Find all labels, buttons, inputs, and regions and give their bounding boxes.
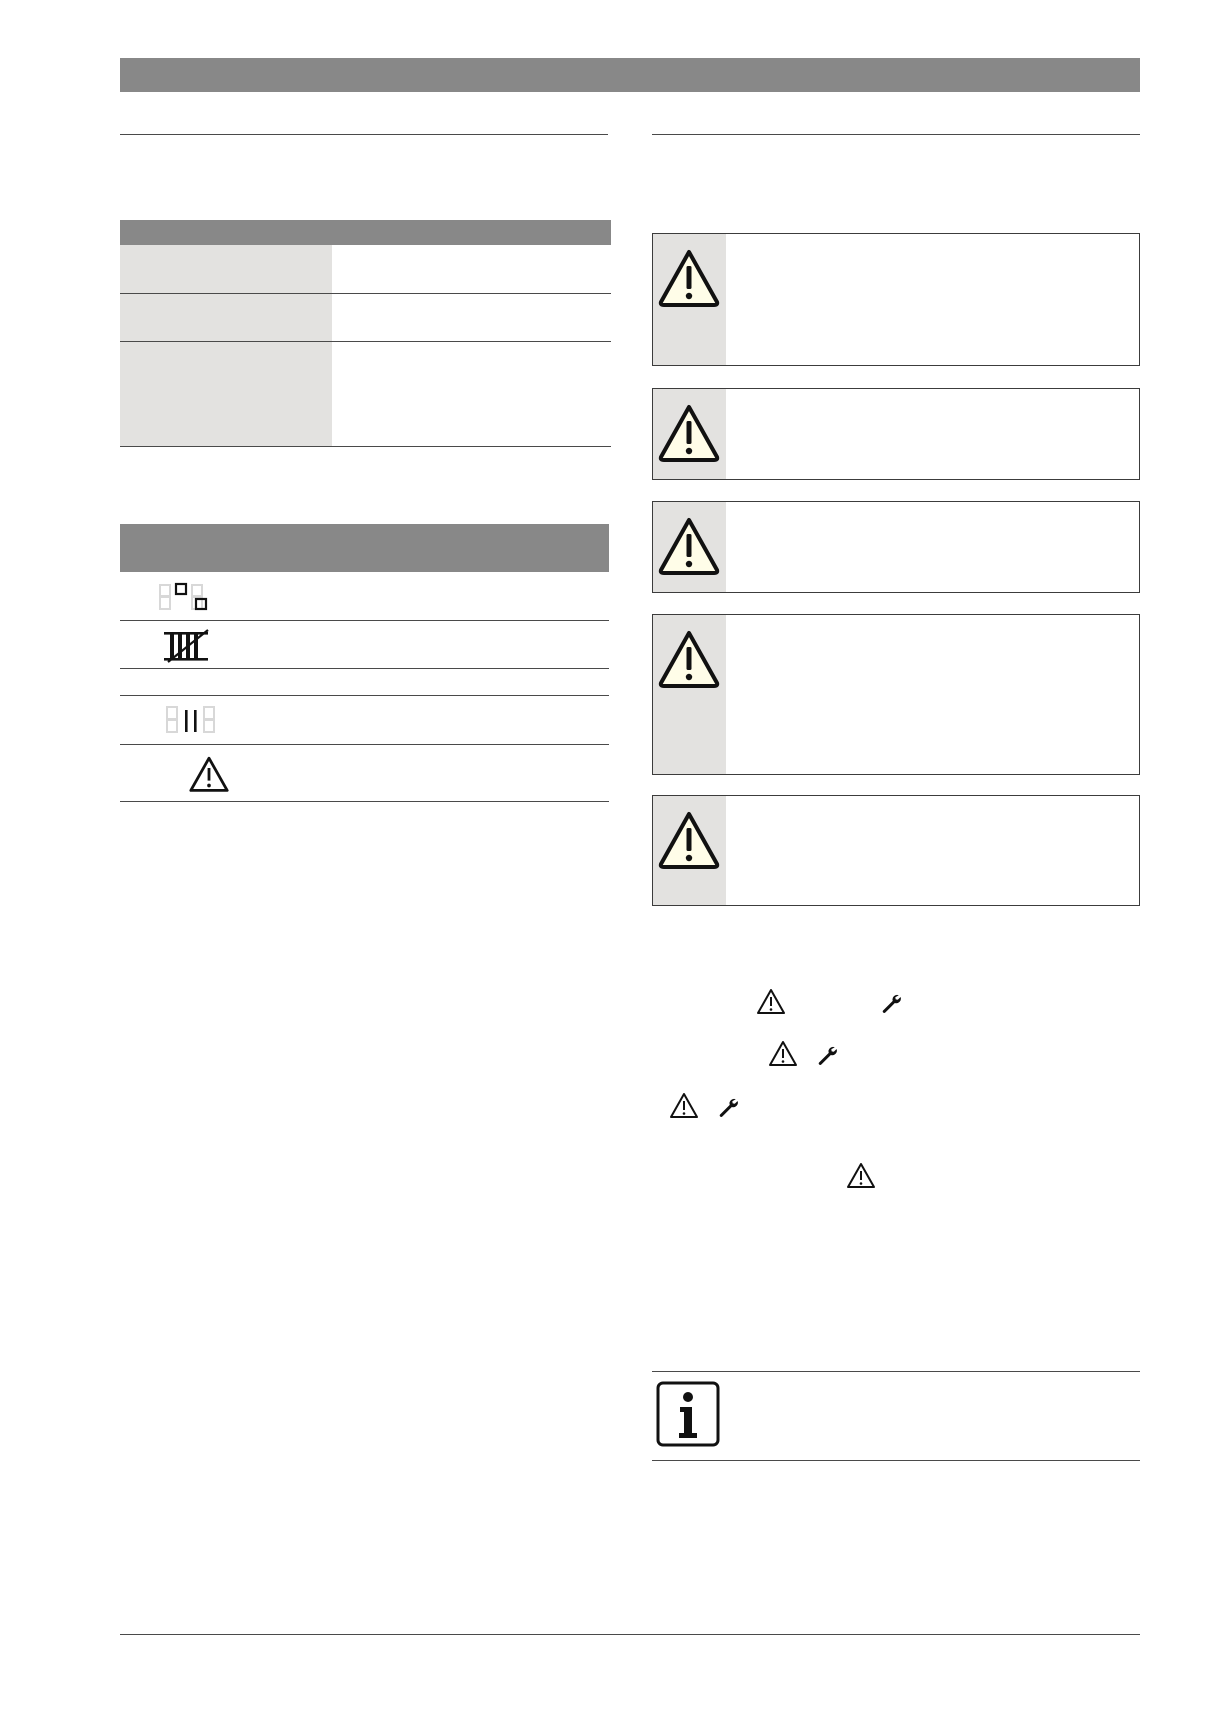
symbol-table-row-text (230, 672, 600, 690)
spec-table-row-label (120, 294, 332, 341)
wrench-icon (816, 1044, 838, 1066)
warning-box (652, 501, 1140, 593)
warning-triangle-icon (657, 248, 721, 308)
symbol-table-row-text (230, 588, 600, 608)
segment-display-ii-icon (164, 704, 220, 736)
info-box-bottom-rule (652, 1460, 1140, 1461)
warning-triangle-icon (768, 1040, 798, 1068)
symbol-table-row-text (230, 636, 600, 656)
warning-triangle-icon (846, 1162, 876, 1190)
info-box-top-rule (652, 1371, 1140, 1372)
symbol-table-row-text (240, 764, 600, 784)
radiator-crossed-icon (162, 628, 212, 664)
symbol-table-row-divider (120, 744, 609, 745)
symbol-table-row-divider (120, 620, 609, 621)
warning-box (652, 795, 1140, 906)
spec-table-row-value (332, 342, 611, 446)
spec-table-bottom-rule (120, 446, 611, 447)
warning-box (652, 233, 1140, 366)
spec-table-row-value (332, 245, 611, 293)
warning-triangle-icon (657, 810, 721, 870)
spec-table-row-label (120, 342, 332, 446)
warning-triangle-icon (669, 1092, 699, 1120)
warning-triangle-icon (657, 403, 721, 463)
spec-table-row-label (120, 245, 332, 293)
symbol-table-row-divider (120, 668, 609, 669)
symbol-table-header (120, 524, 609, 572)
warning-box (652, 388, 1140, 480)
page-footer-rule (120, 1634, 1140, 1635)
page-header-bar (120, 58, 1140, 92)
symbol-table-row-text (230, 710, 600, 730)
symbol-table-row-divider (120, 695, 609, 696)
warning-triangle-icon (756, 988, 786, 1016)
segment-display-degree-icon (158, 582, 214, 614)
warning-triangle-icon (657, 629, 721, 689)
info-icon (656, 1381, 720, 1447)
wrench-icon (717, 1096, 739, 1118)
warning-triangle-icon (657, 516, 721, 576)
spec-table-row-value (332, 294, 611, 341)
wrench-icon (880, 992, 902, 1014)
spec-table-header (120, 220, 611, 245)
symbol-table-bottom-rule (120, 801, 609, 802)
warning-triangle-icon (188, 755, 230, 795)
right-section-rule (652, 134, 1140, 135)
left-section-rule (120, 134, 608, 135)
warning-box (652, 614, 1140, 775)
